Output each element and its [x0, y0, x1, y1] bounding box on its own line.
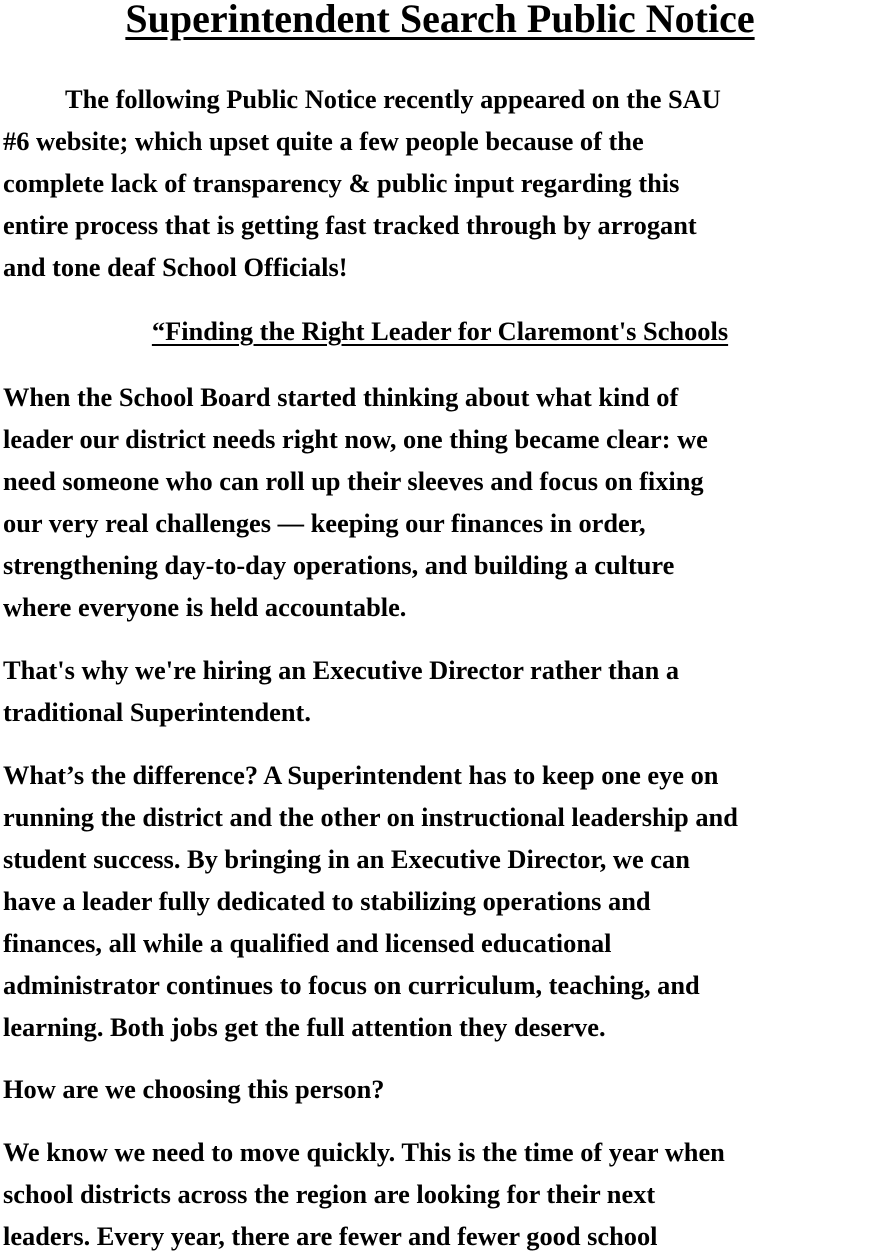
text-line: student success. By bringing in an Executive Director, we can	[3, 844, 690, 874]
text-line: where everyone is held accountable.	[3, 592, 407, 622]
text-line: How are we choosing this person?	[3, 1074, 385, 1104]
text-line: leaders. Every year, there are fewer and fewer good school	[3, 1221, 658, 1251]
text-line: leader our district needs right now, one thing became clear: we	[3, 424, 708, 454]
text-line: What’s the difference? A Superintendent has to keep one eye on	[3, 760, 719, 790]
text-line: finances, all while a qualified and licensed educational	[3, 928, 612, 958]
text-line: complete lack of transparency & public input regarding this	[3, 168, 680, 198]
text-line: administrator continues to focus on curriculum, teaching, and	[3, 970, 700, 1000]
text-line: running the district and the other on instructional leadership and	[3, 802, 738, 832]
text-line: have a leader fully dedicated to stabilizing operations and	[3, 886, 651, 916]
text-line: need someone who can roll up their sleeves and focus on fixing	[3, 466, 704, 496]
paragraph-3	[3, 754, 880, 1048]
text-line-content: The following Public Notice recently appeared on the SAU	[65, 84, 721, 114]
text-line	[3, 78, 880, 120]
paragraph-5	[3, 1131, 880, 1257]
paragraph-2	[3, 649, 880, 733]
text-line: school districts across the region are looking for their next	[3, 1179, 656, 1209]
text-line: #6 website; which upset quite a few people because of the	[3, 126, 644, 156]
text-line: learning. Both jobs get the full attention they deserve.	[3, 1012, 606, 1042]
notice-heading: “Finding the Right Leader for Claremont's Schools	[151, 316, 729, 346]
text-line: strengthening day-to-day operations, and building a culture	[3, 550, 675, 580]
text-line: traditional Superintendent.	[3, 697, 311, 727]
text-line: That's why we're hiring an Executive Director rather than a	[3, 655, 680, 685]
intro-paragraph	[3, 78, 880, 288]
text-line: We know we need to move quickly. This is the time of year when	[3, 1137, 725, 1167]
text-line: When the School Board started thinking about what kind of	[3, 382, 679, 412]
document-title: Superintendent Search Public Notice	[125, 0, 755, 41]
paragraph-1	[3, 376, 880, 628]
text-line: our very real challenges — keeping our finances in order,	[3, 508, 646, 538]
paragraph-4	[3, 1068, 880, 1110]
text-line: entire process that is getting fast tracked through by arrogant	[3, 210, 697, 240]
text-line: and tone deaf School Officials!	[3, 252, 348, 282]
